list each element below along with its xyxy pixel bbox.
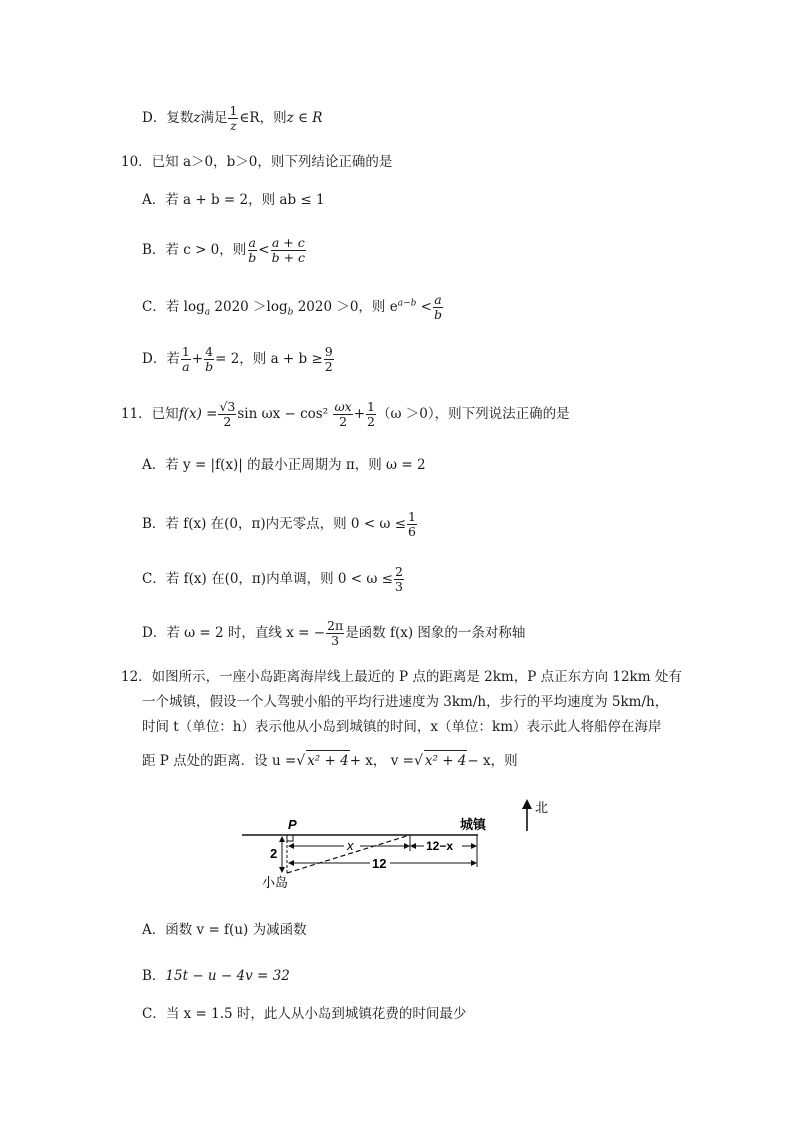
q11-option-d: D．若 ω = 2 时，直线 x = − $\frac{2\pi}{3}$ 是函数 f(x) 图象的一条对称轴 <box>142 618 526 648</box>
distance-two-label: 2 <box>270 846 278 861</box>
north-label: 北 <box>535 800 549 815</box>
q10-option-a: A．若 a + b = 2，则 ab ≤ 1 <box>142 192 325 208</box>
q12-option-a: A．函数 v = f(u) 为减函数 <box>142 922 307 938</box>
question-12-line-1: 12．如图所示，一座小岛距离海岸线上最近的 P 点的距离是 2km，P 点正东方向 12km 处有 <box>121 669 682 685</box>
question-12-line-4: 距 P 点处的距离．设 u =√ x² + 4+ x， v =√ x² + 4− x，则 <box>142 750 518 771</box>
twelve-minus-x-label: 12−x <box>426 839 454 853</box>
x-dimension-label: x <box>347 838 354 853</box>
question-10-stem: 10．已知 a＞0，b＞0，则下列结论正确的是 <box>121 154 393 170</box>
town-label: 城镇 <box>460 817 487 832</box>
twelve-label: 12 <box>372 856 387 871</box>
question-12-line-2: 一个城镇，假设一个人驾驶小船的平均行进速度为 3km/h，步行的平均速度为 5km/h， <box>142 694 669 710</box>
island-town-figure <box>230 795 560 895</box>
q10-option-c: C．若 $\log_a 2020 >\log_b$ 2020 ＞0，则 $e^{a-b}$ < $\frac{a}{b}$ <box>142 292 443 322</box>
q12-option-c: C．当 x = 1.5 时，此人从小岛到城镇花费的时间最少 <box>142 1006 467 1022</box>
point-p-label: P <box>288 817 297 832</box>
island-label: 小岛 <box>262 875 289 890</box>
north-arrowhead-icon <box>522 799 532 809</box>
question-11-stem: 11．已知f(x) = $\frac{√3}{2}$ sin ωx − cos² $\frac{\omega x}{2}$ + $\frac{1}{2}$ （ω ＞0），则下列说法正确的是 <box>121 399 570 429</box>
q9-option-d: D．复数z满足 $\frac{1}{z}$ ∈R，则z ∈ R <box>142 103 323 133</box>
q10-option-d: D．若 $\frac{1}{a}$ + $\frac{4}{b}$ = 2，则 a + b ≥ $\frac{9}{2}$ <box>142 344 333 374</box>
q11-option-b: B．若 f(x) 在(0，π)内无零点，则 0 < ω ≤ $\frac{1}{6}$ <box>142 509 416 539</box>
q11-option-a: A．若 y = |f(x)| 的最小正周期为 π，则 ω = 2 <box>142 457 426 473</box>
question-12-line-3: 时间 t（单位：h）表示他从小岛到城镇的时间，x（单位：km）表示此人将船停在海岸 <box>142 719 662 735</box>
q11-option-c: C．若 f(x) 在(0，π)内单调，则 0 < ω ≤ $\frac{2}{3}$ <box>142 564 403 594</box>
q10-option-b: B．若 c > 0，则 $\frac{a}{b}$ < $\frac{a + c}{b + c}$ <box>142 235 306 265</box>
q12-option-b: B．15t − u − 4v = 32 <box>142 968 290 984</box>
